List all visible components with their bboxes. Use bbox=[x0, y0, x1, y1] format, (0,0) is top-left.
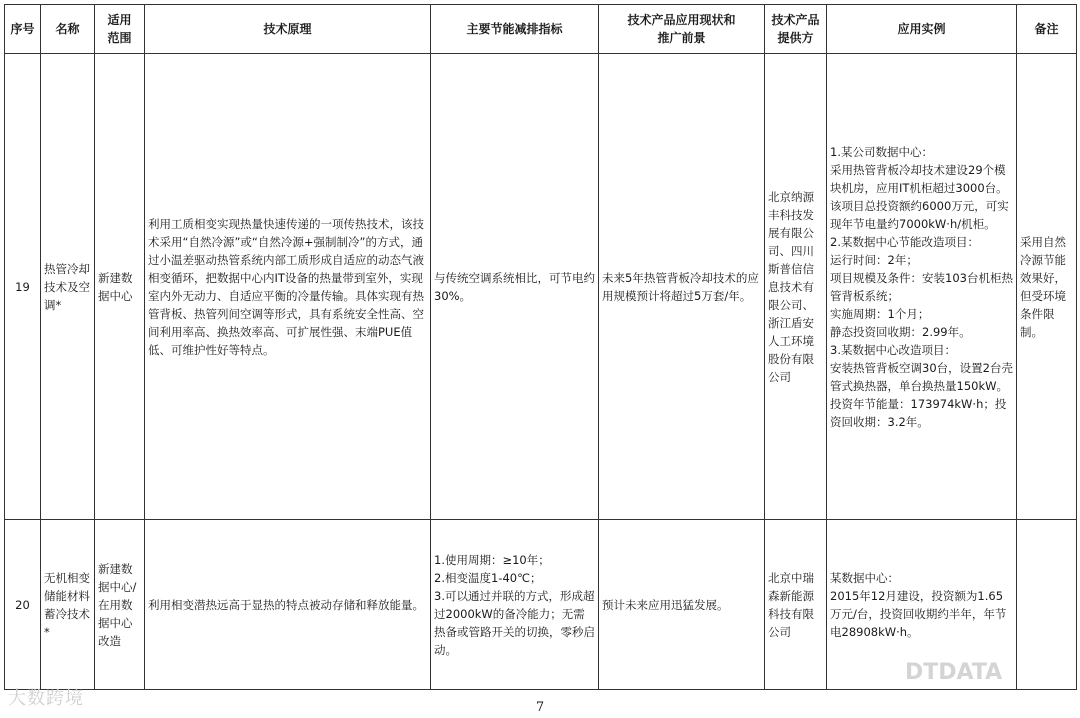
page-number: 7 bbox=[535, 700, 545, 715]
header-name: 名称 bbox=[41, 5, 95, 54]
header-remarks: 备注 bbox=[1017, 5, 1077, 54]
row-indicators: 与传统空调系统相比，可节电约30%。 bbox=[431, 54, 599, 520]
row-name: 无机相变储能材料蓄冷技术* bbox=[41, 520, 95, 690]
row-indicators: 1.使用周期：≥10年； 2.相变温度1-40℃； 3.可以通过并联的方式，形成超过2000kW的备冷能力；无需热备或管路开关的切换，零秒启动。 bbox=[431, 520, 599, 690]
row-status: 预计未来应用迅猛发展。 bbox=[599, 520, 765, 690]
row-name: 热管冷却技术及空调* bbox=[41, 54, 95, 520]
technology-table bbox=[4, 4, 1077, 690]
header-status: 技术产品应用现状和 推广前景 bbox=[599, 5, 765, 54]
watermark-right: DTDATA bbox=[905, 660, 1003, 685]
header-scope: 适用 范围 bbox=[95, 5, 145, 54]
header-seq: 序号 bbox=[5, 5, 41, 54]
row-scope: 新建数据中心 bbox=[95, 54, 145, 520]
row-seq: 19 bbox=[5, 54, 41, 520]
header-principle: 技术原理 bbox=[145, 5, 431, 54]
header-indicators: 主要节能减排指标 bbox=[431, 5, 599, 54]
row-principle: 利用相变潜热远高于显热的特点被动存储和释放能量。 bbox=[145, 520, 431, 690]
row-provider: 北京纳源丰科技发展有限公司、四川斯普信信息技术有限公司、浙江盾安人工环境股份有限公司 bbox=[765, 54, 827, 520]
row-provider: 北京中瑞森新能源科技有限公司 bbox=[765, 520, 827, 690]
header-row bbox=[5, 5, 1077, 54]
row-status: 未来5年热管背板冷却技术的应用规模预计将超过5万套/年。 bbox=[599, 54, 765, 520]
header-provider: 技术产品 提供方 bbox=[765, 5, 827, 54]
row-seq: 20 bbox=[5, 520, 41, 690]
row-remarks bbox=[1017, 520, 1077, 690]
row-remarks: 采用自然冷源节能效果好，但受环境条件限制。 bbox=[1017, 54, 1077, 520]
watermark-left: 大数跨境 bbox=[8, 688, 84, 709]
header-cases: 应用实例 bbox=[827, 5, 1017, 54]
table-row bbox=[5, 54, 1077, 520]
row-cases: 某数据中心： 2015年12月建设，投资额为1.65万元/台，投资回收期约半年，年节电28908kW·h。 bbox=[827, 520, 1017, 690]
row-cases: 1.某公司数据中心： 采用热管背板冷却技术建设29个模块机房，应用IT机柜超过3000台。该项目总投资额约6000万元，可实现年节电量约7000kW·h/机柜。 2.某数据中心节能改造项目： 运行时间：2年； 项目规模及条件：安装103台机柜热管背板系统； 实施周期：1个月； 静态投资回收期：2.99年。 3.某数据中心改造项目： 安装热管背板空调30台，设置2台壳管式换热器，单台换热量150kW。投资年节能量：173974kW·h；投资回收期：3.2年。 bbox=[827, 54, 1017, 520]
row-principle: 利用工质相变实现热量快速传递的一项传热技术，该技术采用“自然冷源”或“自然冷源+强制制冷”的方式，通过小温差驱动热管系统内部工质形成自适应的动态气液相变循环，把数据中心内IT设备的热量带到室外，实现室内外无动力、自适应平衡的冷量传输。具体实现有热管背板、热管列间空调等形式，具有系统安全性高、空间利用率高、换热效率高、可扩展性强、末端PUE值低、可维护性好等特点。 bbox=[145, 54, 431, 520]
row-scope: 新建数据中心/在用数据中心改造 bbox=[95, 520, 145, 690]
